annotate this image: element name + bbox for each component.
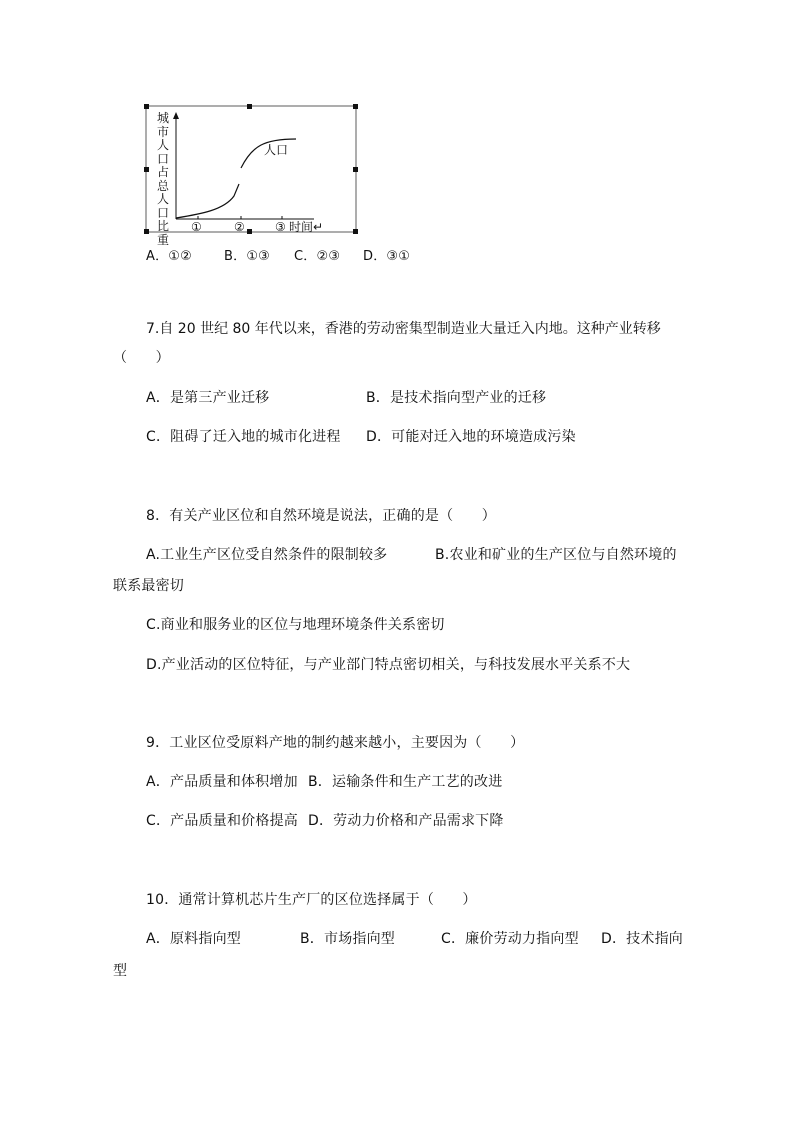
resize-handle-icon bbox=[144, 229, 149, 234]
q6-option-a: A．①② bbox=[146, 249, 193, 264]
q6-option-d: D．③① bbox=[363, 249, 411, 264]
q7-option-c: C．阻碍了迁入地的城市化进程 bbox=[146, 429, 341, 445]
q10-option-d: D．技术指向 bbox=[601, 931, 683, 947]
q7-option-b: B．是技术指向型产业的迁移 bbox=[366, 390, 547, 406]
x-mark-3: ③ bbox=[275, 220, 286, 234]
population-figure bbox=[146, 106, 358, 247]
q10-option-b: B．市场指向型 bbox=[300, 931, 396, 947]
resize-handle-icon bbox=[353, 104, 358, 109]
q9-stem: 9．工业区位受原料产地的制约越来越小，主要因为（ ） bbox=[146, 735, 525, 751]
q8-option-b-continued: 联系最密切 bbox=[113, 578, 184, 594]
x-mark-1: ① bbox=[191, 220, 202, 234]
x-mark-2: ② bbox=[234, 220, 245, 234]
resize-handle-icon bbox=[353, 229, 358, 234]
resize-handle-icon bbox=[247, 104, 252, 109]
resize-handle-icon bbox=[144, 104, 149, 109]
resize-handle-icon bbox=[353, 167, 358, 172]
y-axis-label: 城市人口占总人口比重 bbox=[156, 111, 169, 247]
y-axis-arrow-icon bbox=[173, 112, 179, 119]
q7-bracket: （ ） bbox=[113, 350, 170, 366]
q8-option-d: D.产业活动的区位特征，与产业部门特点密切相关，与科技发展水平关系不大 bbox=[146, 657, 631, 673]
q9-option-c: C．产品质量和价格提高 bbox=[146, 813, 298, 829]
population-curve-lower bbox=[176, 184, 239, 218]
q7-option-a: A．是第三产业迁移 bbox=[146, 390, 270, 406]
curve-label: 人口 bbox=[264, 143, 289, 157]
figure-frame bbox=[146, 106, 356, 232]
q8-stem: 8．有关产业区位和自然环境是说法，正确的是（ ） bbox=[146, 508, 496, 524]
resize-handle-icon bbox=[247, 229, 252, 234]
q6-option-b: B．①③ bbox=[224, 249, 271, 264]
q9-option-a: A．产品质量和体积增加 bbox=[146, 774, 298, 790]
q9-option-d: D．劳动力价格和产品需求下降 bbox=[308, 813, 504, 829]
q6-option-c: C．②③ bbox=[294, 249, 341, 264]
q8-option-a: A.工业生产区位受自然条件的限制较多 bbox=[146, 547, 388, 563]
q10-stem: 10．通常计算机芯片生产厂的区位选择属于（ ） bbox=[146, 892, 477, 908]
q9-option-b: B．运输条件和生产工艺的改进 bbox=[308, 774, 503, 790]
q7-stem: 7.自 20 世纪 80 年代以来，香港的劳动密集型制造业大量迁入内地。这种产业转移 bbox=[146, 321, 661, 337]
q10-option-a: A．原料指向型 bbox=[146, 931, 241, 947]
q7-option-d: D．可能对迁入地的环境造成污染 bbox=[366, 429, 576, 445]
q10-option-c: C．廉价劳动力指向型 bbox=[441, 931, 579, 947]
resize-handle-icon bbox=[144, 167, 149, 172]
q10-option-d-continued: 型 bbox=[113, 963, 128, 979]
q8-option-c: C.商业和服务业的区位与地理环境条件关系密切 bbox=[146, 617, 445, 633]
q8-option-b: B.农业和矿业的生产区位与自然环境的 bbox=[435, 547, 677, 563]
figure-drawing bbox=[146, 106, 358, 234]
x-axis-label: 时间↵ bbox=[289, 220, 324, 234]
